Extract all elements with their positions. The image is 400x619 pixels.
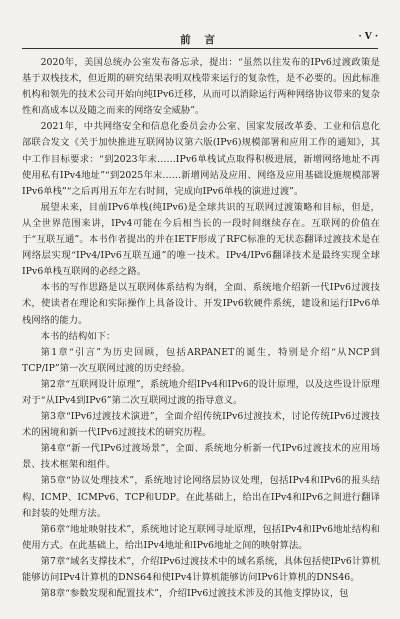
paragraph: 本书的结构如下： [40, 330, 116, 342]
paragraph: 第1章“引言”为历史回顾，包括ARPANET的诞生，特别是介绍“从NCP到TCP/IP”第一次互联网过渡的历史经验。 [22, 346, 380, 374]
paragraph: 2021年，中共网络安全和信息化委员会办公室、国家发展改革委、工业和信息化部联合发文《关于加快推进互联网协议第六版(IPv6)规模部署和应用工作的通知》，其中工作目标要求：“到2023年末……IPv6单栈试点取得积极进展，新增网络地址不再使用私有IPv4地址”“到2025年末……新增网站及应用、网络及应用基础设施规模部署IPv6单栈”“之后再用五年左右时间，完成向IPv6单栈的演进过渡”。 [22, 121, 380, 197]
paragraph: 2020年，美国总统办公室发布备忘录，提出：“虽然以往发布的IPv6过渡政策是基于双栈技术，但近期的研究结果表明双栈带来运行的复杂性，是不必要的。因此标准机构和领先的技术公司开始向纯IPv6迁移，从而可以消除运行两种网络协议带来的复杂性和高成本以及随之而来的网络安全威胁”。 [22, 57, 380, 117]
paragraph: 本书的写作思路是以互联网体系结构为纲，全面、系统地介绍新一代IPv6过渡技术，使读者在理论和实际操作上具备设计、开发IPv6软硬件系统，建设和运行IPv6单栈网络的能力。 [22, 282, 380, 326]
paragraph: 第4章“新一代IPv6过渡场景”，全面、系统地分析新一代IPv6过渡技术的应用场景、技术框架和组件。 [22, 443, 380, 471]
section-title: 前 言 [180, 34, 220, 46]
paragraph: 第7章“域名支撑技术”，介绍IPv6过渡技术中的域名系统，具体包括使IPv6计算机能够访问IPv4计算机的DNS64和使IPv4计算机能够访问IPv6计算机的DNS46。 [22, 555, 380, 583]
page-header [22, 32, 378, 49]
paragraph: 第3章“IPv6过渡技术演进”，全面介绍传统IPv6过渡技术，讨论传统IPv6过渡技术的困境和新一代IPv6过渡技术的研究历程。 [22, 411, 380, 439]
preface-body [22, 55, 380, 602]
paragraph: 第6章“地址映射技术”，系统地讨论互联网寻址原理，包括IPv4和IPv6地址结构和使用方式。在此基础上，给出IPv4地址和IPv6地址之间的映射算法。 [22, 523, 380, 551]
paragraph: 第8章“参数发现和配置技术”，介绍IPv6过渡技术涉及的其他支撑协议，包 [40, 588, 349, 600]
page-number: · V · [358, 32, 378, 42]
paragraph: 第2章“互联网设计原理”，系统地介绍IPv4和IPv6的设计原理，以及这些设计原理对于“从IPv4到IPv6”第二次互联网过渡的指导意义。 [22, 378, 380, 406]
paragraph: 第5章“协议处理技术”，系统地讨论网络层协议处理，包括IPv4和IPv6的报头结构、ICMP、ICMPv6、TCP和UDP。在此基础上，给出在IPv4和IPv6之间进行翻译和封装的处理方法。 [22, 475, 380, 519]
paragraph: 展望未来，目前IPv6单栈(纯IPv6)是全球共识的互联网过渡策略和目标，但是，从全世界范围来讲，IPv4可能在今后相当长的一段时间继续存在。互联网的价值在于“互联互通”。本书作者提出的并在IETF形成了RFC标准的无状态翻译过渡技术是在网络层实现“IPv4/IPv6互联互通”的唯一技术。IPv4/IPv6翻译技术是最终实现全球IPv6单栈互联网的必经之路。 [22, 201, 380, 278]
